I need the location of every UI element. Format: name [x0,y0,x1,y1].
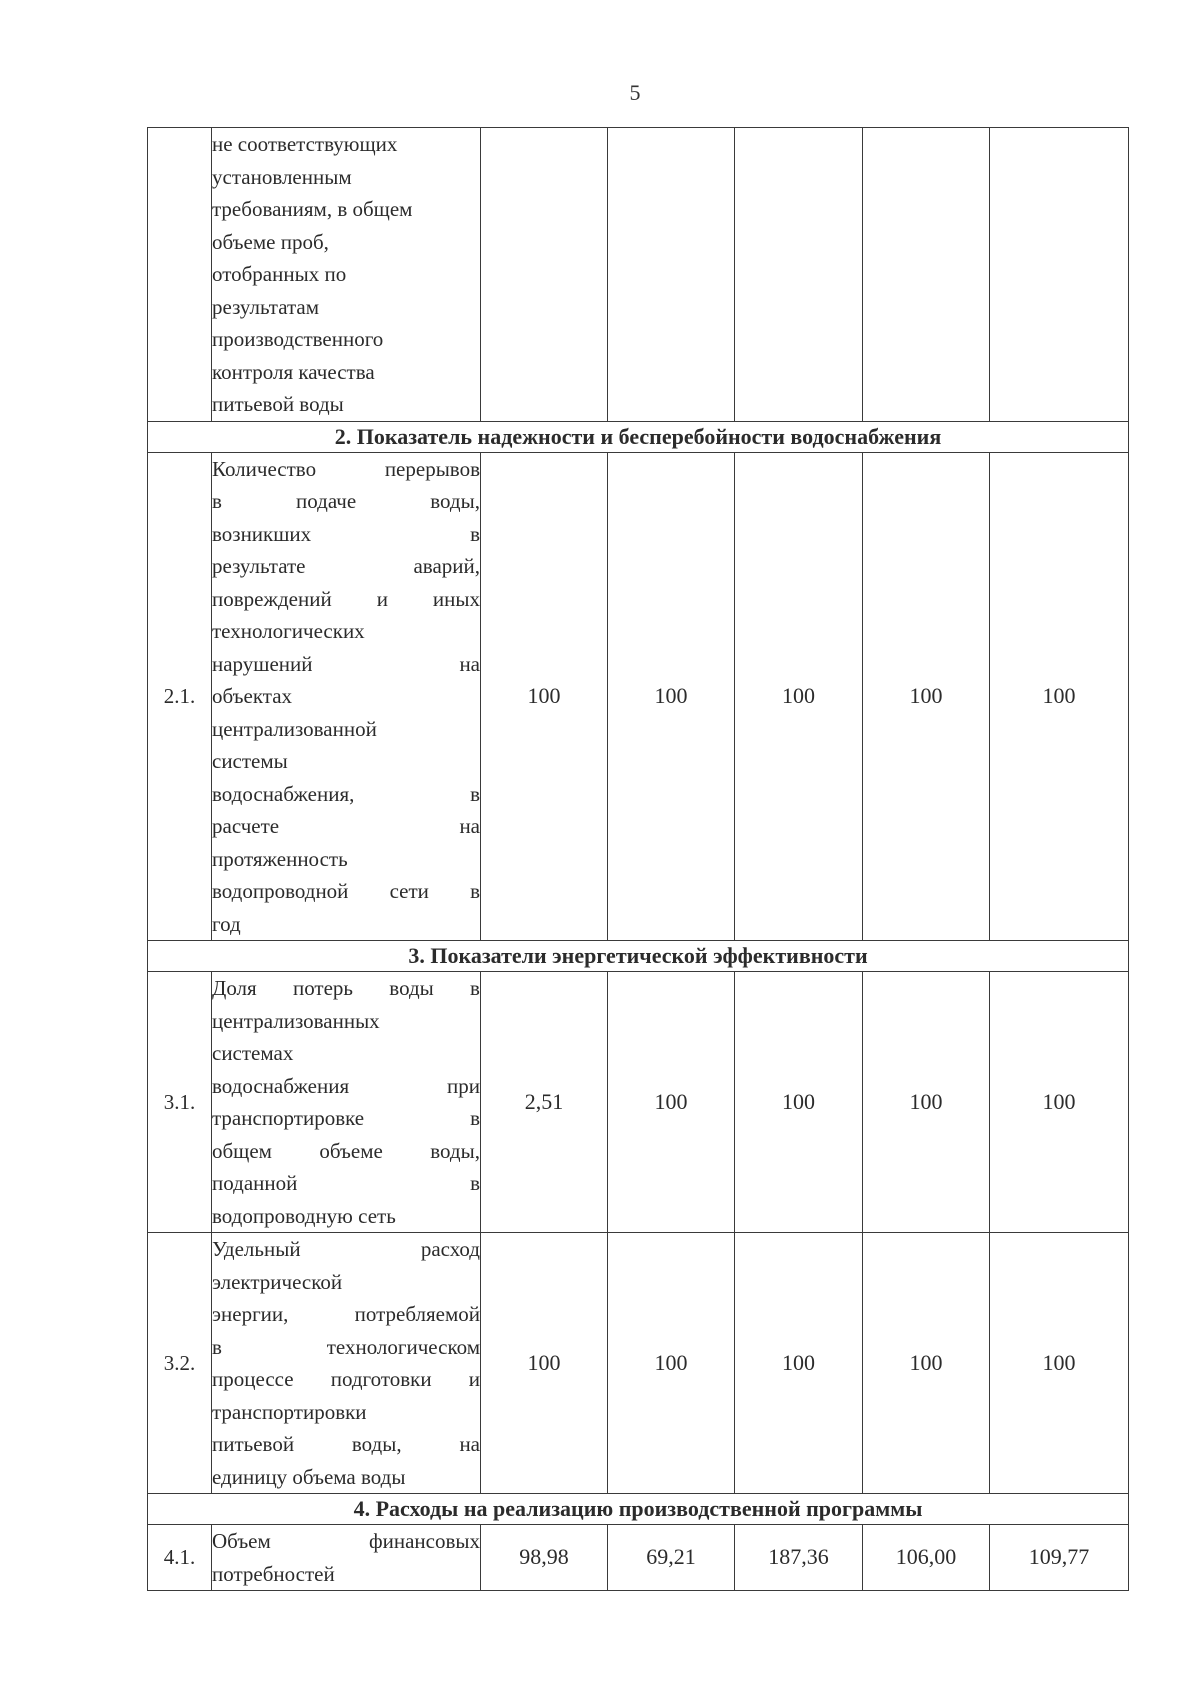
name-line: Количество перерывов [212,456,480,481]
name-line: централизованных [212,1008,380,1033]
name-line: год [212,911,241,936]
name-line: установленным [212,164,352,189]
section-title: 2. Показатель надежности и бесперебойности водоснабжения [148,421,1129,452]
name-line: водоснабжения при [212,1073,480,1098]
table-row-3-2 [148,1233,1129,1494]
value-cell: 100 [608,1233,735,1494]
row-number-cell [148,128,212,422]
indicator-name-cell [212,972,481,1233]
table-row-4-1 [148,1525,1129,1591]
indicator-name-cell [212,452,481,941]
name-line: потребностей [212,1561,335,1586]
table-row-2-1 [148,452,1129,941]
name-line: возникших в [212,521,480,546]
indicator-name-cell [212,1525,481,1591]
name-line: водопроводной сети в [212,879,480,903]
name-line: расчете на [212,814,480,838]
section-title: 3. Показатели энергетической эффективности [148,941,1129,972]
value-cell [735,128,863,422]
value-cell: 100 [735,972,863,1233]
value-cell [481,128,608,422]
value-cell: 100 [990,452,1129,941]
name-line: Доля потерь воды в [212,976,480,1000]
name-line: водопроводную сеть [212,1203,396,1228]
name-line: Объем финансовых [212,1529,480,1553]
page-number: 5 [629,80,641,105]
value-cell: 69,21 [608,1525,735,1591]
value-cell: 109,77 [990,1525,1129,1591]
value-cell: 100 [481,1233,608,1494]
name-line: системы [212,749,288,773]
value-cell: 100 [735,1233,863,1494]
section-title: 4. Расходы на реализацию производственной программы [148,1494,1129,1525]
name-line: водоснабжения, в [212,781,480,806]
value-cell: 100 [863,972,990,1233]
value-cell: 100 [863,1233,990,1494]
name-line: питьевой воды [212,392,344,416]
row-number-cell: 4.1. [148,1525,212,1591]
name-line: в подаче воды, [212,489,480,513]
row-number-cell: 3.2. [148,1233,212,1494]
value-cell: 98,98 [481,1525,608,1591]
indicator-name-cell [212,1233,481,1494]
name-line: транспортировки [212,1399,367,1424]
name-line: нарушений на [212,651,480,676]
value-cell: 100 [608,452,735,941]
name-line: протяженность [212,846,348,871]
value-cell: 100 [735,452,863,941]
section-header-row [148,941,1129,972]
name-line: производственного [212,327,384,351]
indicator-name-cell [212,128,481,422]
name-line: питьевой воды, на [212,1432,480,1456]
name-line: объектах [212,684,293,708]
value-cell: 187,36 [735,1525,863,1591]
value-cell: 100 [990,972,1129,1233]
name-line: технологических [212,619,365,643]
name-line: Удельный расход [212,1237,480,1261]
value-cell: 106,00 [863,1525,990,1591]
name-line: в технологическом [212,1334,480,1359]
row-number-cell: 2.1. [148,452,212,941]
name-line: результатам [212,294,320,319]
value-cell [990,128,1129,422]
name-line: процессе подготовки и [212,1367,480,1391]
name-line: единицу объема воды [212,1464,406,1489]
value-cell: 2,51 [481,972,608,1233]
name-line: транспортировке в [212,1106,480,1130]
section-header-row [148,421,1129,452]
value-cell: 100 [990,1233,1129,1494]
name-line: поданной в [212,1171,480,1195]
name-line: контроля качества [212,359,375,384]
name-line: результате аварий, [212,554,480,578]
indicators-table [147,127,1129,1591]
name-line: требованиям, в общем [212,197,413,221]
value-cell: 100 [863,452,990,941]
name-line: общем объеме воды, [212,1138,480,1163]
name-line: отобранных по [212,262,347,286]
section-header-row [148,1494,1129,1525]
name-line: повреждений и иных [212,586,480,611]
name-line: централизованной [212,716,377,741]
name-line: объеме проб, [212,229,329,254]
value-cell [863,128,990,422]
name-line: не соответствующих [212,132,398,156]
value-cell: 100 [481,452,608,941]
name-line: энергии, потребляемой [212,1302,480,1326]
table-row-3-1 [148,972,1129,1233]
row-number-cell: 3.1. [148,972,212,1233]
name-line: системах [212,1041,294,1065]
value-cell [608,128,735,422]
value-cell: 100 [608,972,735,1233]
name-line: электрической [212,1269,343,1294]
table-row-continued [148,128,1129,422]
